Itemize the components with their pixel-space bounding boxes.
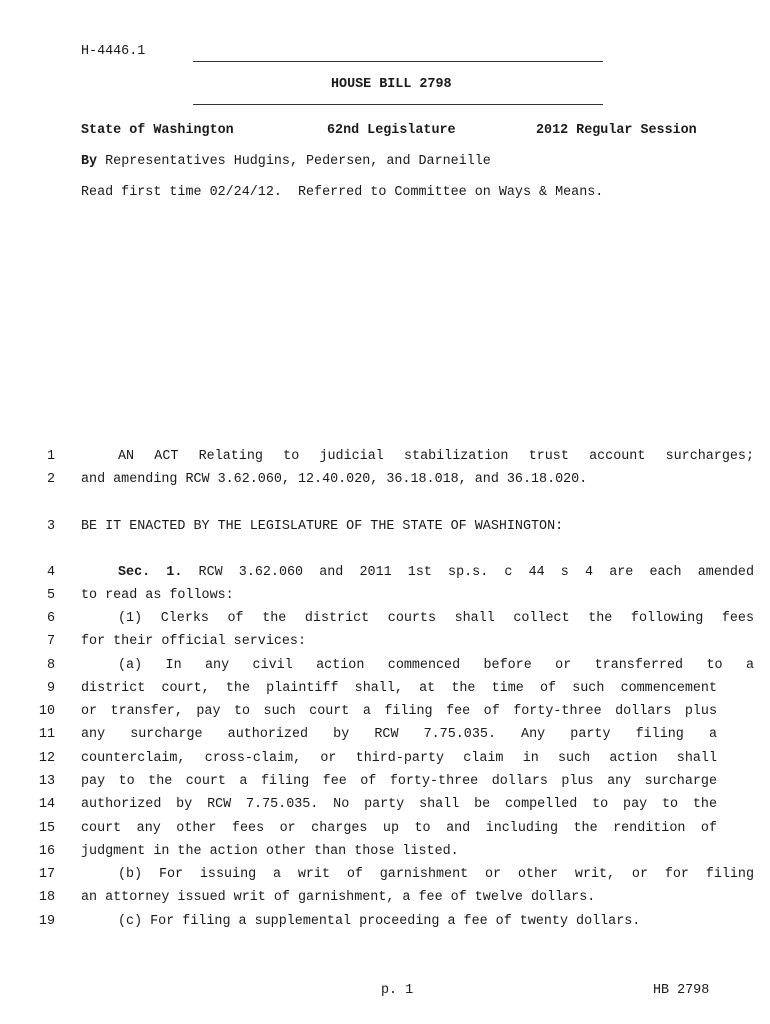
header-rule-bottom <box>193 104 603 105</box>
page-number: p. 1 <box>381 983 414 998</box>
bill-footer-id: HB 2798 <box>653 983 710 998</box>
line-number: 11 <box>38 727 55 742</box>
line-text: (b) For issuing a writ of garnishment or other writ, or for filing <box>118 867 754 882</box>
line-text: any surcharge authorized by RCW 7.75.035. Any party filing a <box>81 727 717 742</box>
line-text: BE IT ENACTED BY THE LEGISLATURE OF THE STATE OF WASHINGTON: <box>81 519 564 534</box>
line-number: 4 <box>46 565 55 580</box>
line-text: AN ACT Relating to judicial stabilization trust account surcharges; <box>118 449 754 464</box>
sponsors-line <box>81 154 491 169</box>
line-number: 14 <box>38 797 55 812</box>
line-number: 19 <box>38 914 55 929</box>
sponsors: Representatives Hudgins, Pedersen, and Darneille <box>105 154 491 169</box>
line-text: district court, the plaintiff shall, at the time of such commencement <box>81 681 717 696</box>
line-text: pay to the court a filing fee of forty-three dollars plus any surcharge <box>81 774 717 789</box>
line-number: 1 <box>46 449 55 464</box>
line-number: 16 <box>38 844 55 859</box>
line-number: 5 <box>46 588 55 603</box>
line-text: for their official services: <box>81 634 306 649</box>
line-text: authorized by RCW 7.75.035. No party shall be compelled to pay to the <box>81 797 717 812</box>
section-heading: Sec. 1. <box>118 565 183 580</box>
line-number: 13 <box>38 774 55 789</box>
header-rule-top <box>193 61 603 62</box>
read-first-line: Read first time 02/24/12. Referred to Committee on Ways & Means. <box>81 185 604 200</box>
line-text: (c) For filing a supplemental proceeding a fee of twenty dollars. <box>118 914 641 929</box>
line-text: (1) Clerks of the district courts shall collect the following fees <box>118 611 754 626</box>
session-label: 2012 Regular Session <box>536 123 697 138</box>
line-text: court any other fees or charges up to and including the rendition of <box>81 821 717 836</box>
line-number: 17 <box>38 867 55 882</box>
line-number: 3 <box>46 519 55 534</box>
line-number: 9 <box>46 681 55 696</box>
line-number: 6 <box>46 611 55 626</box>
state-label: State of Washington <box>81 123 234 138</box>
line-number: 15 <box>38 821 55 836</box>
line-number: 2 <box>46 472 55 487</box>
line-number: 8 <box>46 658 55 673</box>
line-number: 7 <box>46 634 55 649</box>
line-text: an attorney issued writ of garnishment, a fee of twelve dollars. <box>81 890 596 905</box>
doc-code: H-4446.1 <box>81 44 146 59</box>
line-number: 12 <box>38 751 55 766</box>
by-label: By <box>81 154 98 169</box>
line-text: to read as follows: <box>81 588 234 603</box>
line-text: and amending RCW 3.62.060, 12.40.020, 36.18.018, and 36.18.020. <box>81 472 588 487</box>
line-text: (a) In any civil action commenced before or transferred to a <box>118 658 754 673</box>
line-text: or transfer, pay to such court a filing fee of forty-three dollars plus <box>81 704 717 719</box>
line-text: judgment in the action other than those listed. <box>81 844 459 859</box>
section-text: RCW 3.62.060 and 2011 1st sp.s. c 44 s 4 are each amended <box>182 565 754 580</box>
bill-title: HOUSE BILL 2798 <box>331 77 452 92</box>
line-number: 10 <box>38 704 55 719</box>
line-text <box>81 563 754 583</box>
legislature-label: 62nd Legislature <box>327 123 456 138</box>
line-number: 18 <box>38 890 55 905</box>
line-text: counterclaim, cross-claim, or third-party claim in such action shall <box>81 751 717 766</box>
